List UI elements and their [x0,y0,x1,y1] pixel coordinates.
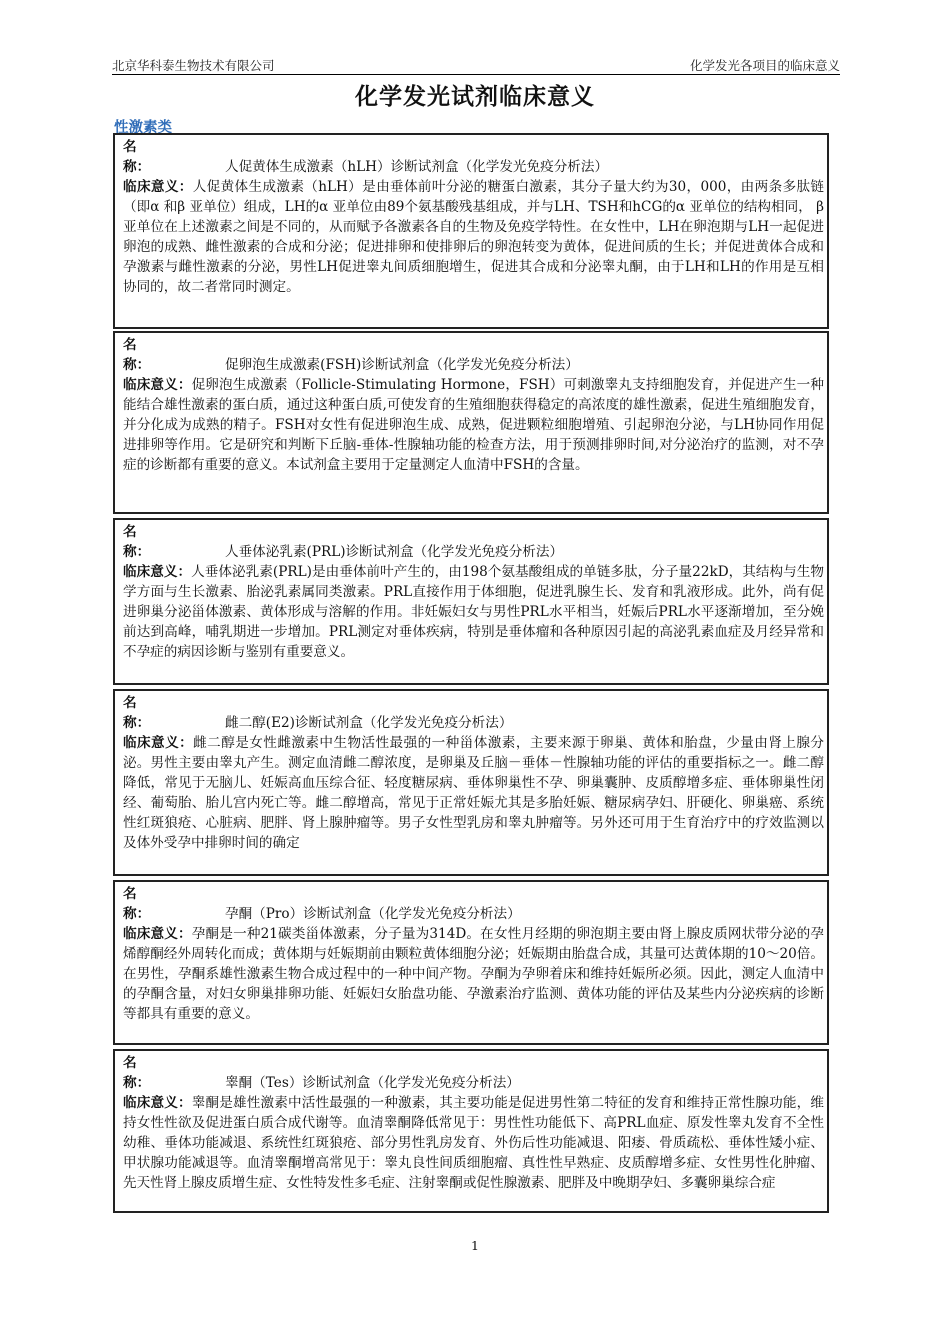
entry-clinical-row [123,375,824,475]
reagent-name: 孕酮（Pro）诊断试剂盒（化学发光免疫分析法） [225,906,521,922]
reagent-entry-hlh [113,133,829,329]
name-label: 名称： [123,524,151,560]
reagent-name: 人垂体泌乳素(PRL)诊断试剂盒（化学发光免疫分析法） [225,544,564,560]
reagent-name: 雌二醇(E2)诊断试剂盒（化学发光免疫分析法） [225,715,513,731]
clinical-text: 人垂体泌乳素(PRL)是由垂体前叶产生的，由198个氨基酸组成的单链多肽，分子量22kD，其结构与生物学方面与生长激素、胎泌乳素属同类激素。PRL直接作用于体细胞，促进乳腺生长、发育和乳液形成。此外，尚有促进卵巢分泌甾体激素、黄体形成与溶解的作用。非妊娠妇女与男性PRL水平相当，妊娠后PRL水平逐渐增加，至分娩前达到高峰，哺乳期进一步增加。PRL测定对垂体疾病，特别是垂体瘤和各种原因引起的高泌乳素血症及月经异常和不孕症的病因诊断与鉴别有重要意义。 [123,564,824,660]
entry-clinical-row [123,177,824,297]
reagent-entry-pro [113,880,829,1045]
clinical-label: 临床意义： [123,377,192,393]
section-heading: 性激素类 [114,120,172,136]
entry-name-row [123,693,824,733]
entry-clinical-row [123,562,824,662]
clinical-text: 人促黄体生成激素（hLH）是由垂体前叶分泌的糖蛋白激素，其分子量大约为30，000，由两条多肽链（即α 和β 亚单位）组成，LH的α 亚单位由89个氨基酸残基组成，并与LH、TSH和hCG的α 亚单位的结构相同， β 亚单位在上述激素之间是不同的，从而赋予各激素各自的生物及免疫学特性。在女性中，LH在卵泡期与LH一起促进卵泡的成熟、雌性激素的合成和分泌；促进排卵和使排卵后的卵泡转变为黄体，促进间质的生长；并促进黄体合成和孕激素与雌性激素的分泌，男性LH促进睾丸间质细胞增生，促进其合成和分泌睾丸酮，由于LH和LH的作用是互相协同的，故二者常同时测定。 [123,179,824,295]
reagent-entry-prl [113,518,829,685]
reagent-name: 促卵泡生成激素(FSH)诊断试剂盒（化学发光免疫分析法） [225,357,579,373]
name-label: 名称： [123,139,151,175]
header-topic: 化学发光各项目的临床意义 [689,58,840,73]
reagent-entry-tes [113,1049,829,1213]
company-name: 北京华科泰生物技术有限公司 [112,58,275,73]
clinical-text: 雌二醇是女性雌激素中生物活性最强的一种甾体激素，主要来源于卵巢、黄体和胎盘，少量由肾上腺分泌。男性主要由睾丸产生。测定血清雌二醇浓度，是卵巢及丘脑－垂体－性腺轴功能的评估的重要指标之一。雌二醇降低，常见于无脑儿、妊娠高血压综合征、轻度糖尿病、垂体卵巢性不孕、卵巢囊肿、皮质醇增多症、垂体卵巢性闭经、葡萄胎、胎儿宫内死亡等。雌二醇增高，常见于正常妊娠尤其是多胎妊娠、糖尿病孕妇、肝硬化、卵巢癌、系统性红斑狼疮、心脏病、肥胖、肾上腺肿瘤等。男子女性型乳房和睾丸肿瘤等。另外还可用于生育治疗中的疗效监测以及体外受孕中排卵时间的确定 [123,735,825,851]
entry-clinical-row [123,1093,824,1193]
clinical-label: 临床意义： [123,1095,192,1111]
entry-name-row [123,884,824,924]
entry-clinical-row [123,924,824,1024]
name-label: 名称： [123,1055,151,1091]
clinical-text: 孕酮是一种21碳类甾体激素，分子量为314D。在女性月经期的卵泡期主要由肾上腺皮质网状带分泌的孕烯醇酮经外周转化而成；黄体期与妊娠期前由颗粒黄体细胞分泌；妊娠期由胎盘合成，其量可达黄体期的10～20倍。在男性，孕酮系雄性激素生物合成过程中的一种中间产物。孕酮为孕卵着床和维持妊娠所必须。因此，测定人血清中的孕酮含量，对妇女卵巢排卵功能、妊娠妇女胎盘功能、孕激素治疗监测、黄体功能的评估及某些内分泌疾病的诊断等都具有重要的意义。 [123,926,824,1022]
page-number: 1 [471,1238,479,1253]
clinical-label: 临床意义： [123,735,194,751]
entry-name-row [123,335,824,375]
entry-name-row [123,522,824,562]
name-label: 名称： [123,886,151,922]
clinical-text: 促卵泡生成激素（Follicle-Stimulating Hormone，FSH）可刺激睾丸支持细胞发育，并促进产生一种能结合雄性激素的蛋白质，通过这种蛋白质,可使发育的生殖细胞获得稳定的高浓度的雄性激素，促进生殖细胞发育，并分化成为成熟的精子。FSH对女性有促进卵泡生成、成熟，促进颗粒细胞增殖、引起卵泡分泌，与LH协同作用促进排卵等作用。它是研究和判断下丘脑-垂体-性腺轴功能的检查方法，用于预测排卵时间,对分泌治疗的监测，对不孕症的诊断都有重要的意义。本试剂盒主要用于定量测定人血清中FSH的含量。 [123,377,824,473]
entry-name-row [123,137,824,177]
entry-name-row [123,1053,824,1093]
clinical-text: 睾酮是雄性激素中活性最强的一种激素，其主要功能是促进男性第二特征的发育和维持正常性腺功能，维持女性性欲及促进蛋白质合成代谢等。血清睾酮降低常见于：男性性功能低下、高PRL血症、原发性睾丸发育不全性幼稚、垂体功能减退、系统性红斑狼疮、部分男性乳房发育、外伤后性功能减退、阳痿、骨质疏松、垂体性矮小症、甲状腺功能减退等。血清睾酮增高常见于：睾丸良性间质细胞瘤、真性性早熟症、皮质醇增多症、女性男性化肿瘤、先天性肾上腺皮质增生症、女性特发性多毛症、注射睾酮或促性腺激素、肥胖及中晚期孕妇、多囊卵巢综合症 [123,1095,825,1191]
clinical-label: 临床意义： [123,926,192,942]
reagent-name: 人促黄体生成激素（hLH）诊断试剂盒（化学发光免疫分析法） [225,159,609,175]
reagent-entry-e2 [113,689,829,876]
clinical-label: 临床意义： [123,564,192,580]
entry-clinical-row [123,733,824,853]
document-title: 化学发光试剂临床意义 [355,84,595,110]
clinical-label: 临床意义： [123,179,193,195]
page-header [112,56,840,75]
reagent-name: 睾酮（Tes）诊断试剂盒（化学发光免疫分析法） [225,1075,520,1091]
name-label: 名称： [123,337,151,373]
reagent-entry-fsh [113,331,829,514]
name-label: 名称： [123,695,151,731]
